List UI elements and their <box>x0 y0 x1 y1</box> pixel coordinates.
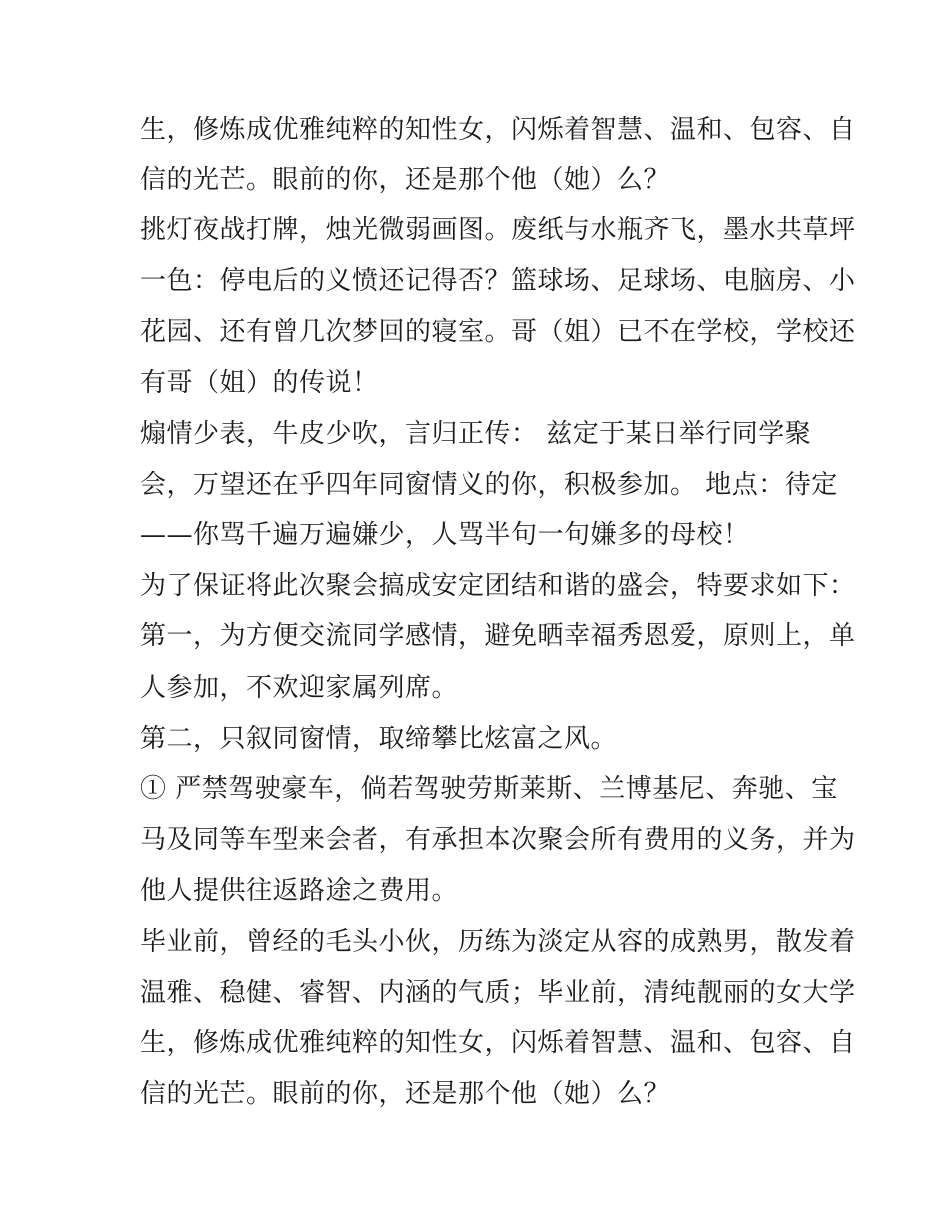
text-line: 马及同等车型来会者，有承担本次聚会所有费用的义务，并为 <box>140 825 856 855</box>
text-line: 为了保证将此次聚会搞成安定团结和谐的盛会，特要求如下： <box>140 571 856 601</box>
text-line: 会，万望还在乎四年同窗情义的你，积极参加。 地点：待定 <box>140 470 838 500</box>
text-line: 花园、还有曾几次梦回的寝室。哥（姐）已不在学校，学校还 <box>140 317 856 347</box>
text-line: 温雅、稳健、睿智、内涵的气质；毕业前，清纯靓丽的女大学 <box>140 978 856 1008</box>
text-line: 煽情少表，牛皮少吹，言归正传： 兹定于某日举行同学聚 <box>140 419 812 449</box>
text-line: 一色：停电后的义愤还记得否？篮球场、足球场、电脑房、小 <box>140 266 856 296</box>
text-line: 生，修炼成优雅纯粹的知性女，闪烁着智慧、温和、包容、自 <box>140 1028 856 1058</box>
text-line: ——你骂千遍万遍嫌少，人骂半句一句嫌多的母校！ <box>140 520 750 550</box>
text-line: 第二，只叙同窗情，取缔攀比炫富之风。 <box>140 724 618 754</box>
text-line: 毕业前，曾经的毛头小伙，历练为淡定从容的成熟男，散发着 <box>140 927 856 957</box>
text-line: 他人提供往返路途之费用。 <box>140 876 459 906</box>
text-line: ① 严禁驾驶豪车，倘若驾驶劳斯莱斯、兰博基尼、奔驰、宝 <box>140 774 838 804</box>
text-line: 信的光芒。眼前的你，还是那个他（她）么？ <box>140 165 671 195</box>
text-line: 生，修炼成优雅纯粹的知性女，闪烁着智慧、温和、包容、自 <box>140 115 856 145</box>
text-line: 信的光芒。眼前的你，还是那个他（她）么？ <box>140 1079 671 1109</box>
text-line: 有哥（姐）的传说！ <box>140 368 379 398</box>
text-line: 第一，为方便交流同学感情，避免晒幸福秀恩爱，原则上，单 <box>140 621 856 651</box>
text-line: 挑灯夜战打牌，烛光微弱画图。废纸与水瓶齐飞，墨水共草坪 <box>140 215 856 245</box>
text-line: 人参加，不欢迎家属列席。 <box>140 673 459 703</box>
